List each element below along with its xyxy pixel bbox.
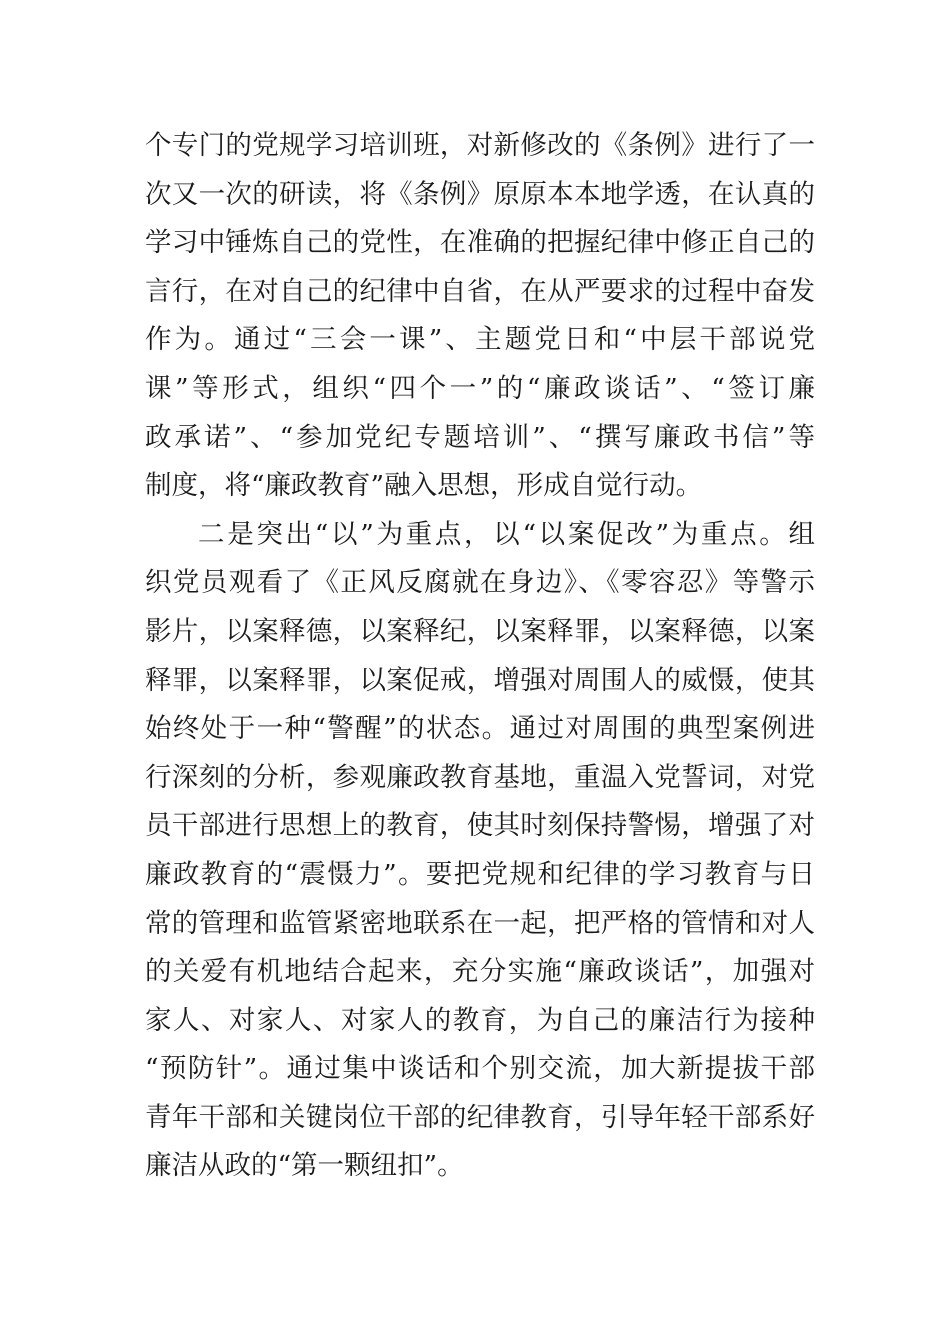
text-line: 课”等形式，组织“四个一”的“廉政谈话”、“签订廉 [145,372,815,404]
text-line: 的关爱有机地结合起来，充分实施“廉政谈话”，加强对 [145,956,815,988]
text-line: 次又一次的研读，将《条例》原原本本地学透，在认真的 [145,178,815,210]
text-line: 廉政教育的“震慑力”。要把党规和纪律的学习教育与日 [145,858,815,890]
text-line: 制度，将“廉政教育”融入思想，形成自觉行动。 [145,470,703,502]
text-line: 家人、对家人、对家人的教育，为自己的廉洁行为接种 [145,1004,815,1036]
text-line: 廉洁从政的“第一颗纽扣”。 [145,1150,464,1182]
text-line: 言行，在对自己的纪律中自省，在从严要求的过程中奋发 [145,275,815,307]
text-line: 学习中锤炼自己的党性，在准确的把握纪律中修正自己的 [145,227,815,259]
text-line: 织党员观看了《正风反腐就在身边》、《零容忍》等警示 [145,567,815,599]
paragraph-1 [145,122,815,511]
text-line: 常的管理和监管紧密地联系在一起，把严格的管情和对人 [145,907,815,939]
text-line: 个专门的党规学习培训班，对新修改的《条例》进行了一 [145,130,815,161]
text-line: 作为。通过“三会一课”、主题党日和“中层干部说党 [145,324,815,356]
text-line: 员干部进行思想上的教育，使其时刻保持警惕，增强了对 [145,810,815,842]
text-line: 青年干部和关键岗位干部的纪律教育，引导年轻干部系好 [145,1101,815,1133]
text-line: 行深刻的分析，参观廉政教育基地，重温入党誓词，对党 [145,761,815,793]
paragraph-2 [145,511,815,1191]
text-line: 影片，以案释德，以案释纪，以案释罪，以案释德，以案 [145,615,815,647]
text-line: 二是突出“以”为重点，以“以案促改”为重点。组 [198,518,815,550]
text-line: 释罪，以案释罪，以案促戒，增强对周围人的威慑，使其 [145,664,815,696]
text-line: 始终处于一种“警醒”的状态。通过对周围的典型案例进 [145,713,815,745]
body-text [145,122,815,1191]
text-line: “预防针”。通过集中谈话和个别交流，加大新提拔干部 [145,1053,815,1085]
text-line: 政承诺”、“参加党纪专题培训”、“撰写廉政书信”等 [145,421,815,453]
